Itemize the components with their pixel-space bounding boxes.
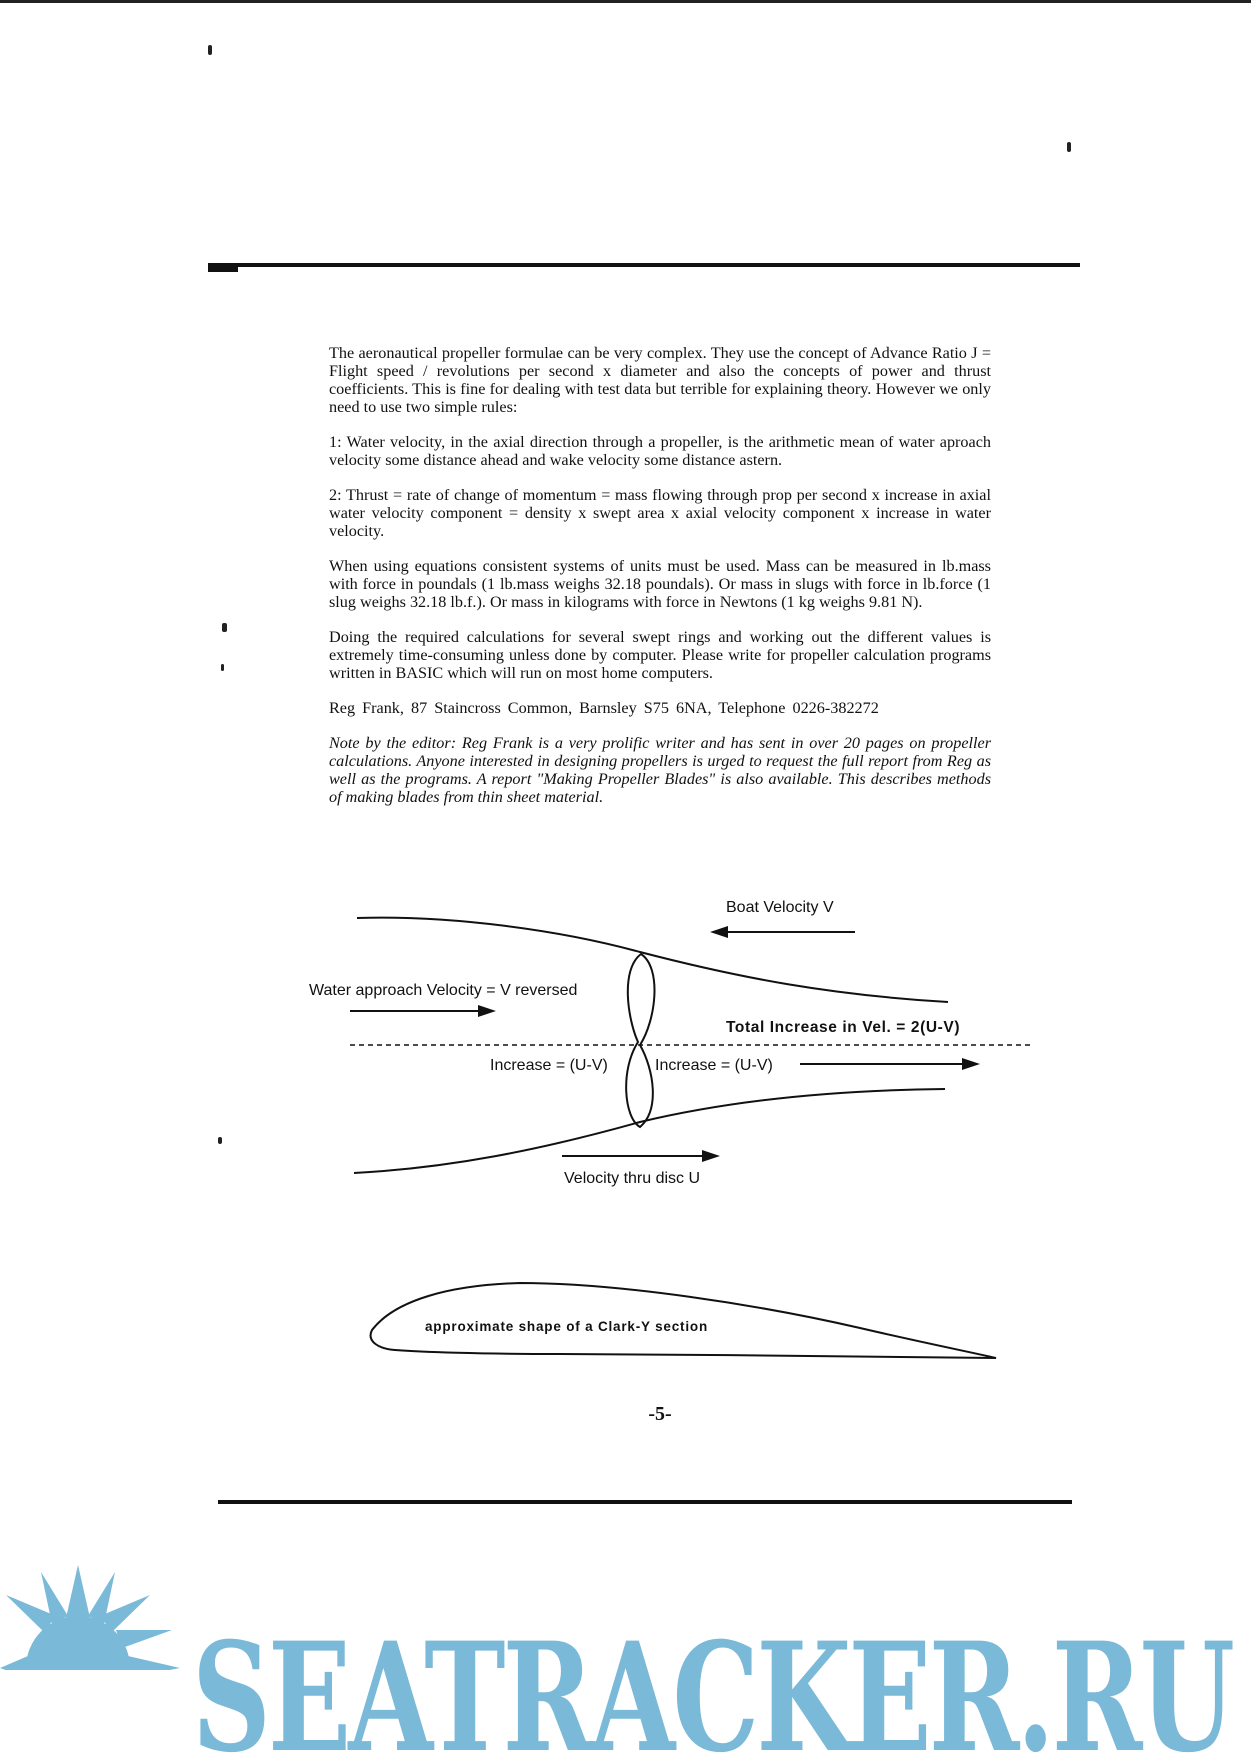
boat-velocity-arrowhead xyxy=(710,926,728,938)
author-address: Reg Frank, 87 Staincross Common, Barnsley S75 6NA, Telephone 0226-382272 xyxy=(329,699,879,717)
increase-left-label: Increase = (U-V) xyxy=(490,1057,608,1074)
watermark-text: SEATRACKER.RU xyxy=(192,1610,1233,1763)
logo-horizon xyxy=(0,1670,180,1763)
propeller-disc xyxy=(626,954,654,1127)
water-approach-label: Water approach Velocity = V reversed xyxy=(309,982,578,999)
paragraph-intro: The aeronautical propeller formulae can be very complex. They use the concept of Advance Ratio J = Flight speed / revolutions per second x diameter and also the concepts of power and thrust coefficients. This is fine for dealing with test data but terrible for explaining theory. However we only need to use two simple rules: xyxy=(329,344,991,416)
approach-arrowhead xyxy=(478,1005,496,1017)
editor-note: Note by the editor: Reg Frank is a very prolific writer and has sent in over 20 pages on propeller calculations. Anyone interested in designing propellers is urged to request the full report from Reg as well as the programs. A report "Making Propeller Blades" is also available. This describes methods of making blades from thin sheet material. xyxy=(329,734,991,806)
paragraph-rule-2: 2: Thrust = rate of change of momentum = mass flowing through prop per second x increase in axial water velocity component = density x swept area x axial velocity component x increase in water velocity. xyxy=(329,486,991,540)
disc-velocity-label: Velocity thru disc U xyxy=(564,1170,701,1187)
clark-y-label: approximate shape of a Clark-Y section xyxy=(425,1319,708,1334)
paragraph-calculations: Doing the required calculations for several swept rings and working out the different values is extremely time-consuming unless done by computer. Please write for propeller calculation programs written in BASIC which will run on most home computers. xyxy=(329,628,991,682)
bottom-rule xyxy=(218,1500,1072,1504)
wake-arrowhead xyxy=(962,1058,980,1070)
disc-velocity-arrowhead xyxy=(702,1150,720,1162)
paragraph-rule-1: 1: Water velocity, in the axial direction through a propeller, is the arithmetic mean of water aproach velocity some distance ahead and wake velocity some distance astern. xyxy=(329,433,991,469)
boat-velocity-label: Boat Velocity V xyxy=(726,899,834,916)
paragraph-units: When using equations consistent systems of units must be used. Mass can be measured in lb.mass with force in poundals (1 lb.mass weighs 32.18 poundals). Or mass in slugs with force in lb.force (1 slug weighs 32.18 lb.f.). Or mass in kilograms with force in Newtons (1 kg weighs 9.81 N). xyxy=(329,557,991,611)
page-number: -5- xyxy=(648,1403,672,1425)
increase-right-label: Increase = (U-V) xyxy=(655,1057,773,1074)
total-increase-label: Total Increase in Vel. = 2(U-V) xyxy=(726,1019,961,1036)
lower-stream-line xyxy=(354,1089,945,1173)
watermark-banner xyxy=(0,1560,1251,1763)
